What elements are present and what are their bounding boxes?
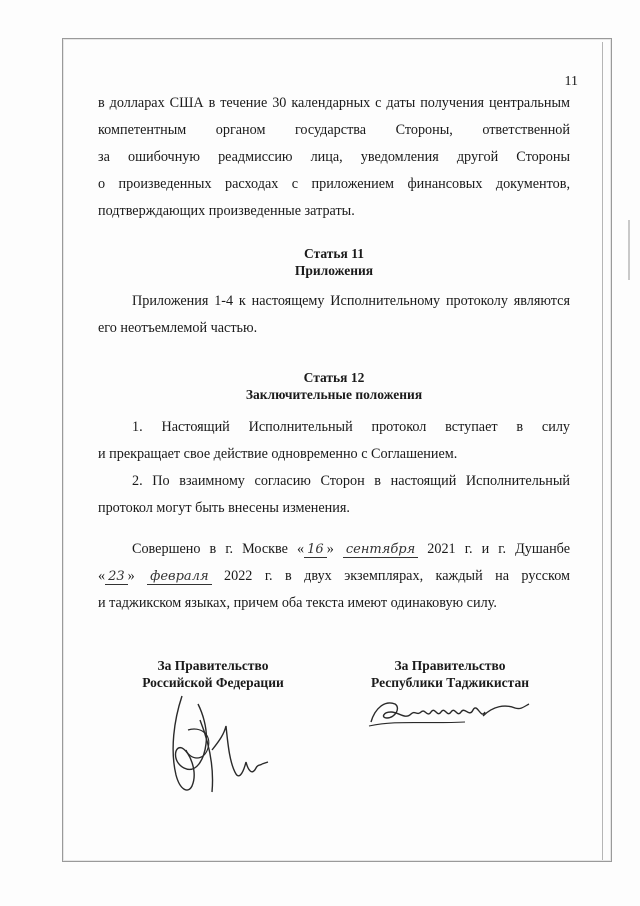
article-12-p2-line: 2. По взаимному согласию Сторон в настоящий Исполнительный <box>132 473 570 489</box>
signature-tajikistan-scribble <box>365 690 535 735</box>
signature-title-line: За Правительство <box>394 658 506 673</box>
intro-line: компетентным органом государства Стороны, ответственной <box>98 122 570 138</box>
handwritten-day-moscow: 16 <box>304 542 327 558</box>
closing-text: » <box>326 541 343 557</box>
handwritten-day-dushanbe: 23 <box>105 569 128 585</box>
article-12-p1-line: 1. Настоящий Исполнительный протокол вступает в силу <box>132 419 570 435</box>
closing-line <box>98 563 570 590</box>
intro-line: за ошибочную реадмиссию лица, уведомления другой Стороны <box>98 149 570 165</box>
article-12-p1-line: и прекращает свое действие одновременно с Соглашением. <box>98 446 458 462</box>
signature-title-line: За Правительство <box>157 658 269 673</box>
handwritten-month-dushanbe: февраля <box>147 569 211 585</box>
closing-text: 2021 г. и г. Душанбе <box>418 541 570 557</box>
signature-russia-scribble <box>160 690 290 805</box>
page-border-inner-line <box>602 42 603 860</box>
scan-edge-mark <box>628 220 630 280</box>
signature-title-line: Республики Таджикистан <box>371 675 529 690</box>
closing-text: Совершено в г. Москве « <box>132 541 305 557</box>
article-12-paragraphs <box>98 414 570 522</box>
closing-text: » <box>127 568 148 584</box>
closing-paragraph <box>98 536 570 617</box>
intro-paragraph <box>98 90 570 225</box>
intro-line: в долларах США в течение 30 календарных с даты получения центральным <box>98 95 570 111</box>
intro-line: подтверждающих произведенные затраты. <box>98 203 355 219</box>
article-11-heading <box>98 245 570 279</box>
article-11-title: Приложения <box>294 263 374 278</box>
signature-title-tajikistan <box>345 657 555 691</box>
intro-line: о произведенных расходах с приложением финансовых документов, <box>98 176 570 192</box>
article-11-number: Статья 11 <box>304 246 364 261</box>
closing-text: 2022 г. в двух экземплярах, каждый на русском <box>211 568 570 584</box>
signature-title-line: Российской Федерации <box>142 675 284 690</box>
closing-text: « <box>98 568 106 584</box>
article-11-line: его неотъемлемой частью. <box>98 320 258 336</box>
signature-title-russia <box>118 657 308 691</box>
article-11-line: Приложения 1-4 к настоящему Исполнительному протоколу являются <box>132 293 570 309</box>
article-12-heading <box>98 369 570 403</box>
article-12-title: Заключительные положения <box>245 387 423 402</box>
article-11-paragraph <box>98 288 570 342</box>
handwritten-month-moscow: сентября <box>343 542 418 558</box>
page-number: 11 <box>564 74 578 89</box>
article-12-number: Статья 12 <box>303 370 365 385</box>
closing-line: и таджикском языках, причем оба текста имеют одинаковую силу. <box>98 595 497 611</box>
article-12-p2-line: протокол могут быть внесены изменения. <box>98 500 350 516</box>
closing-line <box>98 536 570 563</box>
